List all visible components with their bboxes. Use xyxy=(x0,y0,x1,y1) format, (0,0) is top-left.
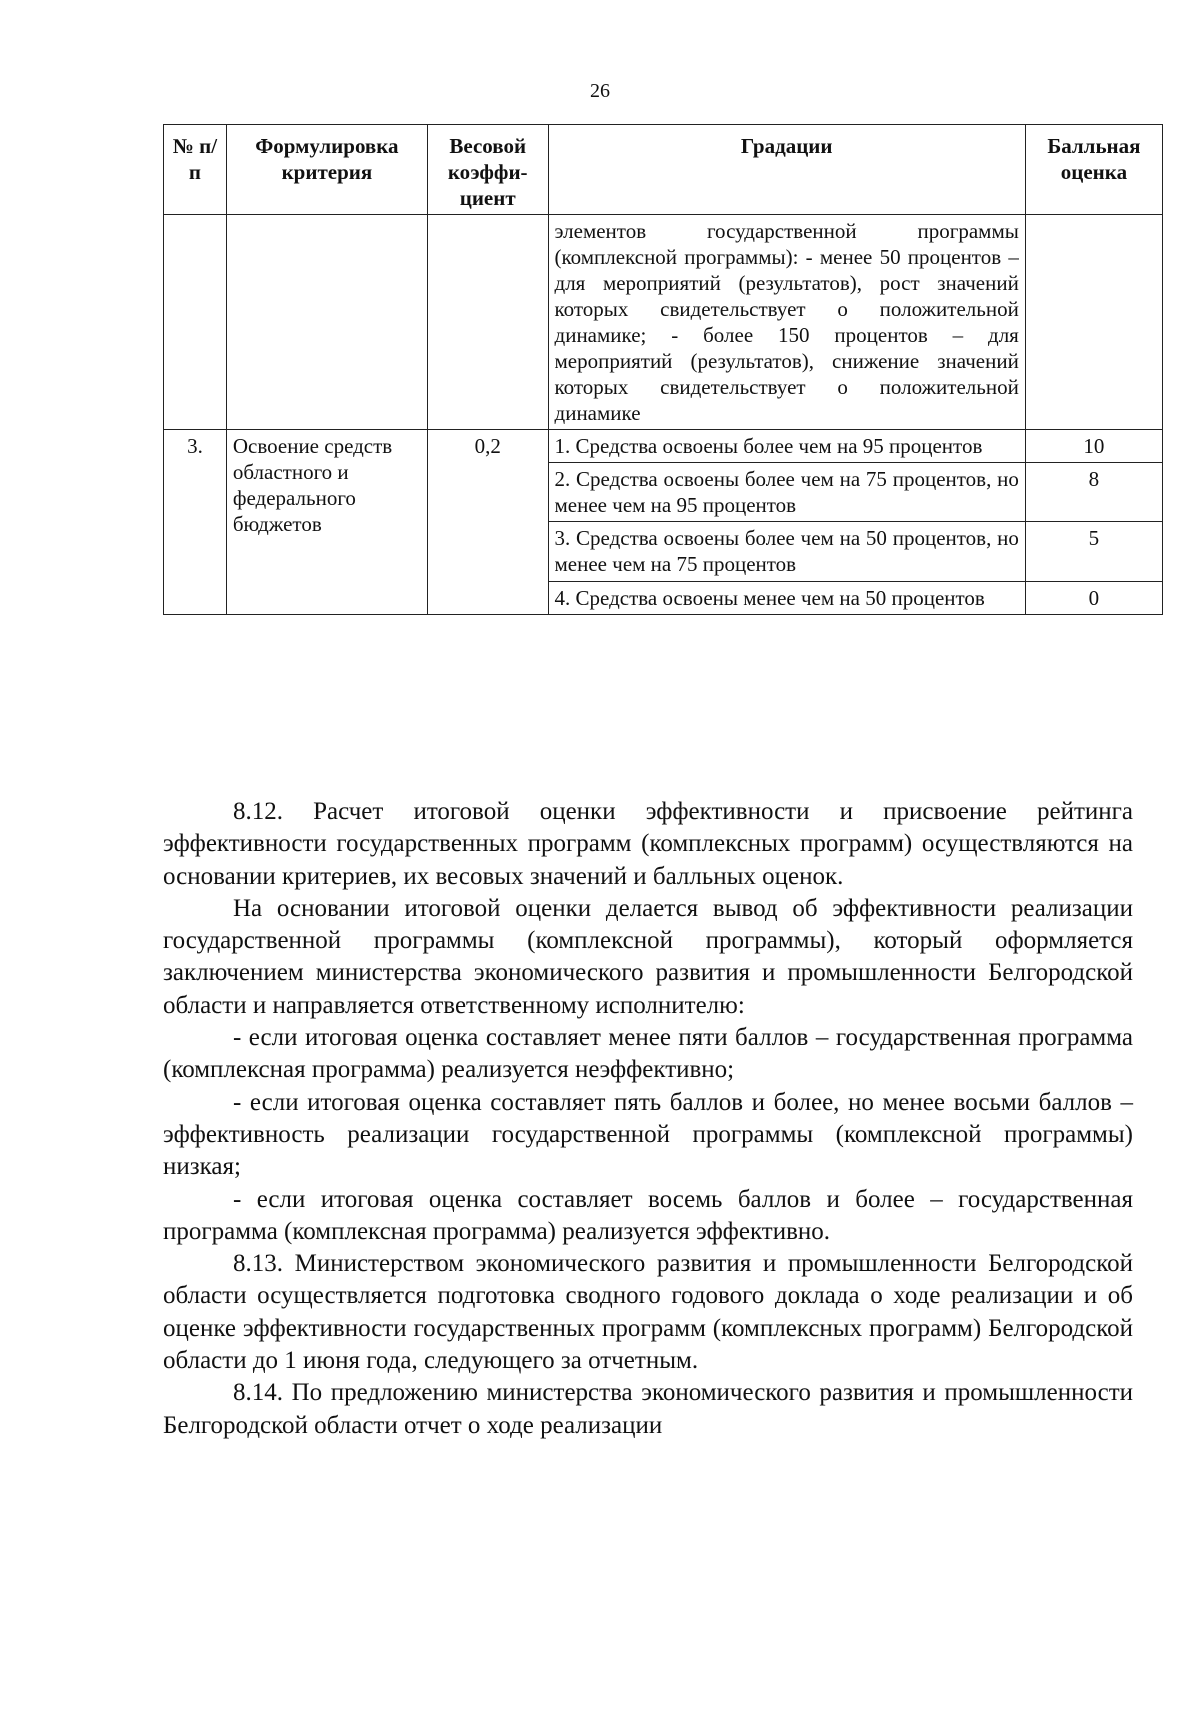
cell-score: 0 xyxy=(1025,581,1162,614)
cell-gradation: 2. Средства освоены более чем на 75 процентов, но менее чем на 95 процентов xyxy=(548,463,1025,522)
cell-score: 8 xyxy=(1025,463,1162,522)
paragraph-five-to-eight: - если итоговая оценка составляет пять баллов и более, но менее восьми баллов – эффективность реализации государственной программы (комплексной программы) низкая; xyxy=(163,1088,1133,1181)
cell-row-number: 3. xyxy=(164,430,227,614)
cell-empty xyxy=(427,215,548,430)
cell-empty xyxy=(164,215,227,430)
header-criterion: Формулировка критерия xyxy=(226,125,427,215)
table-row-continuation xyxy=(164,215,1163,430)
header-score: Балльная оценка xyxy=(1025,125,1162,215)
cell-score: 10 xyxy=(1025,430,1162,463)
paragraph-8-14: 8.14. По предложению министерства экономического развития и промышленности Белгородской области отчет о ходе реализации xyxy=(163,1379,1133,1439)
page-number: 26 xyxy=(590,80,610,102)
cell-continuation-text: элементов государственной программы (комплексной программы): - менее 50 процентов – для мероприятий (результатов), рост значений которых свидетельствует о положительной динамике; - более 150 процентов – для мероприятий (результатов), снижение значений которых свидетельствует о положительной динамике xyxy=(548,215,1025,430)
criteria-table xyxy=(163,124,1163,615)
cell-weight: 0,2 xyxy=(427,430,548,614)
cell-criterion: Освоение средств областного и федерального бюджетов xyxy=(226,430,427,614)
table-row xyxy=(164,430,1163,463)
paragraph-eight-and-more: - если итоговая оценка составляет восемь баллов и более – государственная программа (комплексная программа) реализуется эффективно. xyxy=(163,1185,1133,1245)
paragraph-8-12: 8.12. Расчет итоговой оценки эффективности и присвоение рейтинга эффективности государственных программ (комплексных программ) осуществляются на основании критериев, их весовых значений и балльных оценок. xyxy=(163,798,1133,890)
cell-gradation: 1. Средства освоены более чем на 95 процентов xyxy=(548,430,1025,463)
paragraph-conclusion: На основании итоговой оценки делается вывод об эффективности реализации государственной программы (комплексной программы), который оформляется заключением министерства экономического развития и промышленности Белгородской области и направляется ответственному исполнителю: xyxy=(163,894,1133,1019)
header-num: № п/п xyxy=(164,125,227,215)
cell-score: 5 xyxy=(1025,522,1162,581)
cell-gradation: 4. Средства освоены менее чем на 50 процентов xyxy=(548,581,1025,614)
header-gradations: Градации xyxy=(548,125,1025,215)
table-header-row xyxy=(164,125,1163,215)
cell-empty xyxy=(1025,215,1162,430)
cell-empty xyxy=(226,215,427,430)
paragraph-8-13: 8.13. Министерством экономического развития и промышленности Белгородской области осуществляется подготовка сводного годового доклада о ходе реализации и об оценке эффективности государственных программ (комплексных программ) Белгородской области до 1 июня года, следующего за отчетным. xyxy=(163,1250,1133,1375)
paragraph-less-than-five: - если итоговая оценка составляет менее пяти баллов – государственная программа (комплексная программа) реализуется неэффективно; xyxy=(163,1024,1133,1084)
body-text xyxy=(163,796,1133,1442)
cell-gradation: 3. Средства освоены более чем на 50 процентов, но менее чем на 75 процентов xyxy=(548,522,1025,581)
header-weight: Весовой коэффи-циент xyxy=(427,125,548,215)
